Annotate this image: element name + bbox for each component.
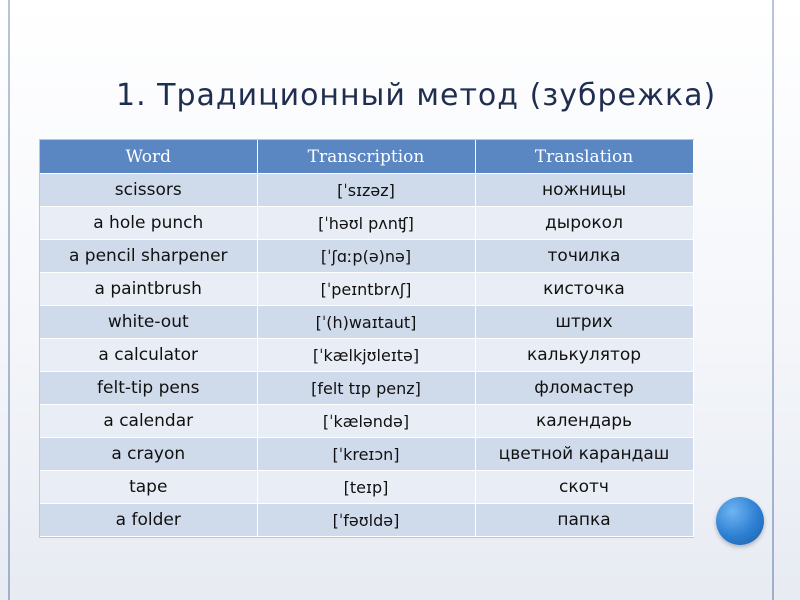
cell-translation: фломастер: [475, 372, 693, 405]
slide-title: 1. Традиционный метод (зубрежка): [116, 78, 717, 113]
table-row: [40, 174, 693, 207]
cell-transcription: [ˈfəʊldə]: [257, 504, 475, 537]
table-row: [40, 240, 693, 273]
cell-word: a calendar: [40, 405, 257, 438]
cell-word: a calculator: [40, 339, 257, 372]
cell-word: a pencil sharpener: [40, 240, 257, 273]
cell-translation: кисточка: [475, 273, 693, 306]
cell-word: felt-tip pens: [40, 372, 257, 405]
table-row: [40, 504, 693, 537]
cell-word: tape: [40, 471, 257, 504]
cell-transcription: [ˈkreɪɔn]: [257, 438, 475, 471]
cell-transcription: [ˈkælkjʊleɪtə]: [257, 339, 475, 372]
cell-translation: калькулятор: [475, 339, 693, 372]
decorative-circle: [716, 497, 764, 545]
header-transcription: Transcription: [257, 140, 475, 174]
vocabulary-table: [39, 139, 694, 538]
cell-transcription: [ˈsɪzəz]: [257, 174, 475, 207]
header-word: Word: [40, 140, 257, 174]
cell-transcription: [ˈpeɪntbrʌʃ]: [257, 273, 475, 306]
cell-translation: календарь: [475, 405, 693, 438]
table-row: [40, 471, 693, 504]
header-translation: Translation: [475, 140, 693, 174]
cell-word: white-out: [40, 306, 257, 339]
cell-word: a folder: [40, 504, 257, 537]
table-row: [40, 306, 693, 339]
table-row: [40, 339, 693, 372]
table-row: [40, 405, 693, 438]
cell-transcription: [felt tɪp penz]: [257, 372, 475, 405]
cell-translation: папка: [475, 504, 693, 537]
table-row: [40, 273, 693, 306]
vocabulary-table-grid: [40, 140, 694, 537]
table-row: [40, 438, 693, 471]
cell-transcription: [ˈkæləndə]: [257, 405, 475, 438]
right-decor-line: [772, 0, 774, 600]
cell-translation: штрих: [475, 306, 693, 339]
cell-translation: цветной карандаш: [475, 438, 693, 471]
cell-word: a paintbrush: [40, 273, 257, 306]
cell-translation: дырокол: [475, 207, 693, 240]
cell-translation: скотч: [475, 471, 693, 504]
cell-translation: точилка: [475, 240, 693, 273]
cell-word: a crayon: [40, 438, 257, 471]
left-decor-line: [8, 0, 10, 600]
cell-translation: ножницы: [475, 174, 693, 207]
cell-transcription: [ˈʃɑːp(ə)nə]: [257, 240, 475, 273]
cell-word: scissors: [40, 174, 257, 207]
table-header-row: [40, 140, 693, 174]
table-row: [40, 372, 693, 405]
cell-word: a hole punch: [40, 207, 257, 240]
table-row: [40, 207, 693, 240]
cell-transcription: [ˈhəʊl pʌnʧ]: [257, 207, 475, 240]
cell-transcription: [teɪp]: [257, 471, 475, 504]
cell-transcription: [ˈ(h)waɪtaut]: [257, 306, 475, 339]
